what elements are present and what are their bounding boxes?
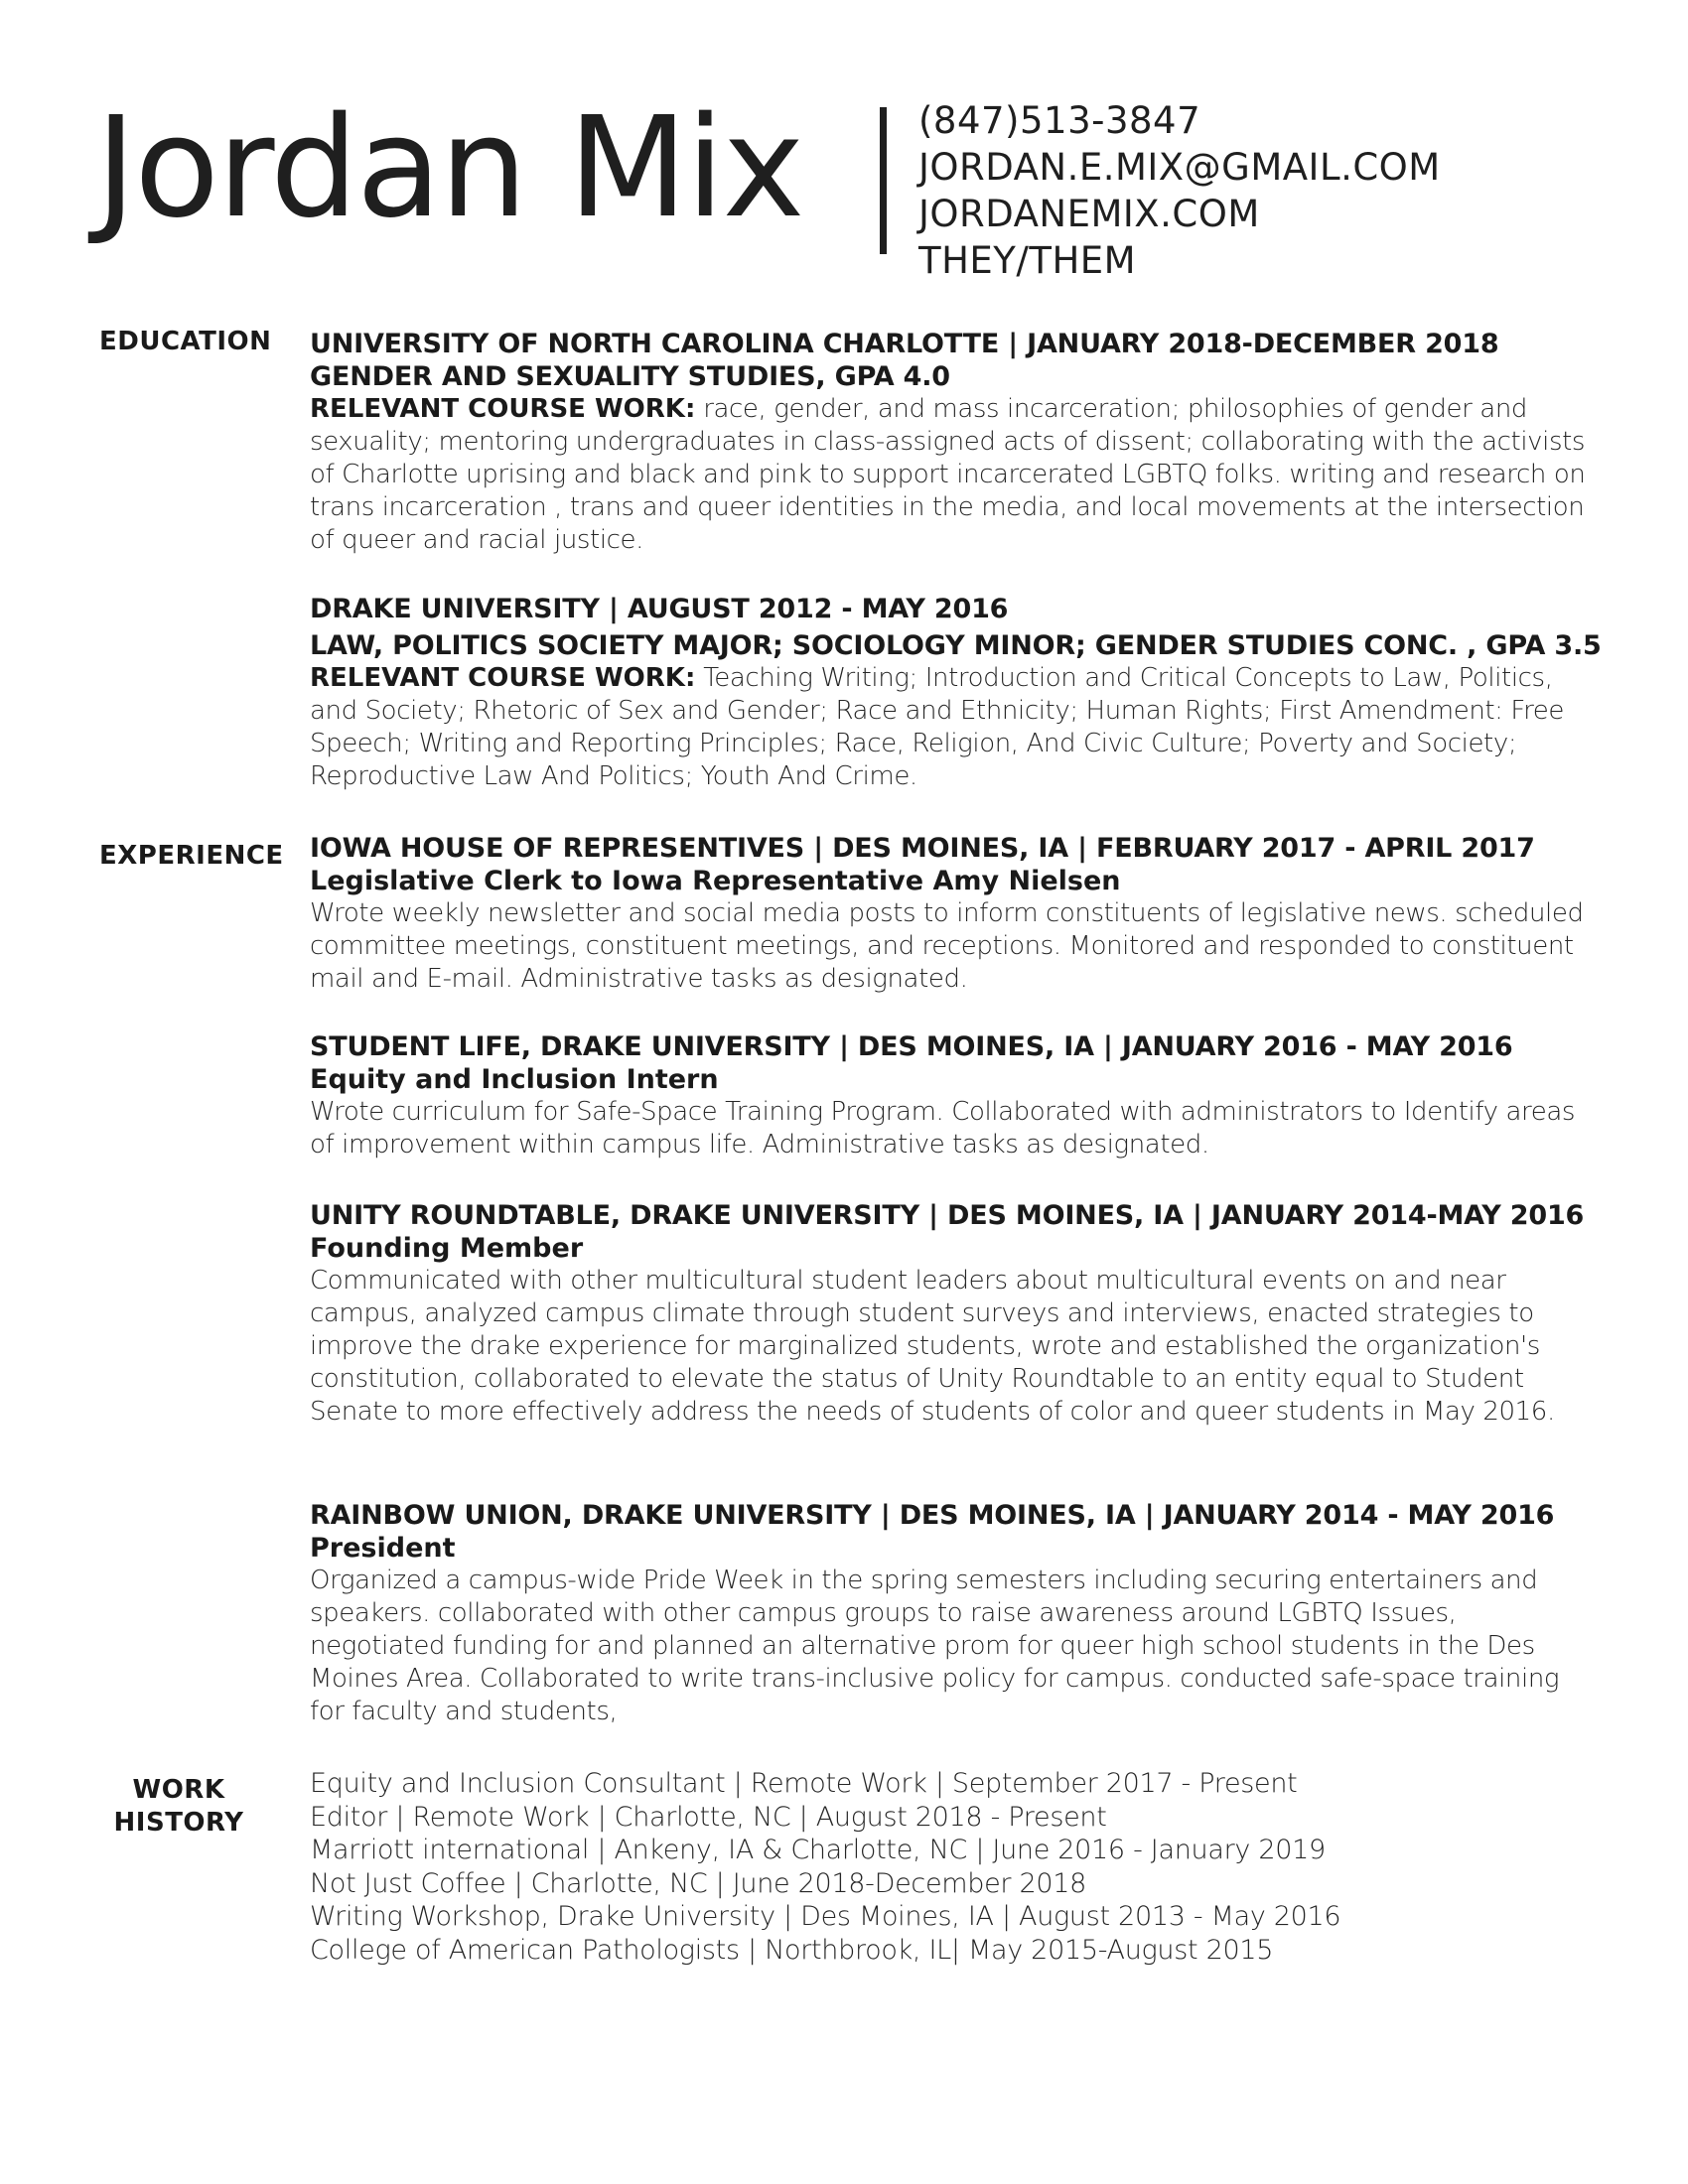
work-history-list (310, 1767, 1591, 1967)
contact-phone: (847)513-3847 (918, 99, 1201, 142)
list-item: Editor | Remote Work | Charlotte, NC | August 2018 - Present (310, 1801, 1107, 1833)
entry-heading: DRAKE UNIVERSITY | AUGUST 2012 - MAY 2016 (310, 594, 1009, 624)
entry-role: Equity and Inclusion Intern (310, 1064, 719, 1095)
header-divider (880, 107, 887, 254)
work-history-label (79, 1774, 278, 1840)
experience-entry-2 (310, 1030, 1591, 1161)
entry-description: Communicated with other multicultural student leaders about multicultural events on and near campus, analyzed campus climate through student surveys and interviews, enacted strategies to improve the drake experience for marginalized students, wrote and established the organization's constitution, collaborated to elevate the status of Unity Roundtable to an entity equal to Student Senate to more effectively address the needs of students of color and queer students in May 2016. (310, 1266, 1555, 1427)
education-entry (310, 328, 1591, 557)
entry-heading: IOWA HOUSE OF REPRESENTIVES | DES MOINES, IA | FEBRUARY 2017 - APRIL 2017 (310, 833, 1535, 864)
entry-heading: STUDENT LIFE, DRAKE UNIVERSITY | DES MOINES, IA | JANUARY 2016 - MAY 2016 (310, 1031, 1513, 1062)
work-history-label-line1: WORK (132, 1775, 225, 1805)
entry-description: Wrote curriculum for Safe-Space Training Program. Collaborated with administrators to Identify areas of improvement within campus life. Administrative tasks as designated. (310, 1097, 1576, 1160)
list-item: Equity and Inclusion Consultant | Remote Work | September 2017 - Present (310, 1768, 1298, 1799)
contact-website: JORDANEMIX.COM (918, 193, 1260, 235)
entry-role: Founding Member (310, 1233, 584, 1264)
entry-role: Legislative Clerk to Iowa Representative Amy Nielsen (310, 866, 1121, 896)
education-entry (310, 593, 1602, 793)
list-item: Writing Workshop, Drake University | Des Moines, IA | August 2013 - May 2016 (310, 1901, 1341, 1932)
list-item: Marriott international | Ankeny, IA & Charlotte, NC | June 2016 - January 2019 (310, 1835, 1326, 1865)
contact-email: JORDAN.E.MIX@GMAIL.COM (918, 146, 1441, 189)
coursework-label: RELEVANT COURSE WORK: (310, 663, 696, 693)
experience-entry-3 (310, 1199, 1591, 1429)
education-label: EDUCATION (99, 327, 272, 356)
entry-coursework (310, 393, 1591, 557)
work-history-label-line2: HISTORY (113, 1808, 244, 1838)
experience-entry-1 (310, 832, 1591, 996)
coursework-text: Teaching Writing; Introduction and Critical Concepts to Law, Politics, and Society; Rhetoric of Sex and Gender; Race and Ethnicity; Human Rights; First Amendment: Free Speech; Writing and Reporting Principles; Race, Religion, And Civic Culture; Poverty and Society; Reproductive Law And Politics; Youth And Crime. (310, 663, 1564, 791)
experience-label: EXPERIENCE (99, 841, 284, 871)
entry-coursework (310, 662, 1591, 793)
entry-role: President (310, 1533, 456, 1564)
experience-entry-4 (310, 1499, 1591, 1728)
entry-degree: GENDER AND SEXUALITY STUDIES, GPA 4.0 (310, 361, 950, 392)
candidate-name: Jordan Mix (95, 87, 803, 249)
entry-heading: UNITY ROUNDTABLE, DRAKE UNIVERSITY | DES MOINES, IA | JANUARY 2014-MAY 2016 (310, 1200, 1585, 1231)
entry-degree: LAW, POLITICS SOCIETY MAJOR; SOCIOLOGY MINOR; GENDER STUDIES CONC. , GPA 3.5 (310, 630, 1602, 661)
list-item: College of American Pathologists | Northbrook, IL| May 2015-August 2015 (310, 1934, 1274, 1966)
education-section (310, 328, 1591, 557)
list-item: Not Just Coffee | Charlotte, NC | June 2018-December 2018 (310, 1867, 1086, 1899)
contact-pronouns: THEY/THEM (918, 239, 1137, 282)
education-section-2 (310, 593, 1602, 793)
coursework-label: RELEVANT COURSE WORK: (310, 394, 696, 424)
contact-info (918, 97, 1441, 284)
work-history-section (310, 1767, 1591, 1967)
entry-heading: UNIVERSITY OF NORTH CAROLINA CHARLOTTE | JANUARY 2018-DECEMBER 2018 (310, 329, 1499, 359)
coursework-text: race, gender, and mass incarceration; philosophies of gender and sexuality; mentoring undergraduates in class-assigned acts of dissent; collaborating with the activists of Charlotte uprising and black and pink to support incarcerated LGBTQ folks. writing and research on trans incarceration , trans and queer identities in the media, and local movements at the intersection of queer and racial justice. (310, 394, 1586, 555)
entry-description: Wrote weekly newsletter and social media posts to inform constituents of legislative news. scheduled committee meetings, constituent meetings, and receptions. Monitored and responded to constituent mail and E-mail. Administrative tasks as designated. (310, 898, 1584, 994)
entry-heading: RAINBOW UNION, DRAKE UNIVERSITY | DES MOINES, IA | JANUARY 2014 - MAY 2016 (310, 1500, 1555, 1531)
entry-description: Organized a campus-wide Pride Week in the spring semesters including securing entertainers and speakers. collaborated with other campus groups to raise awareness around LGBTQ Issues, negotiated funding for and planned an alternative prom for queer high school students in the Des Moines Area. Collaborated to write trans-inclusive policy for campus. conducted safe-space training for faculty and students, (310, 1566, 1560, 1726)
